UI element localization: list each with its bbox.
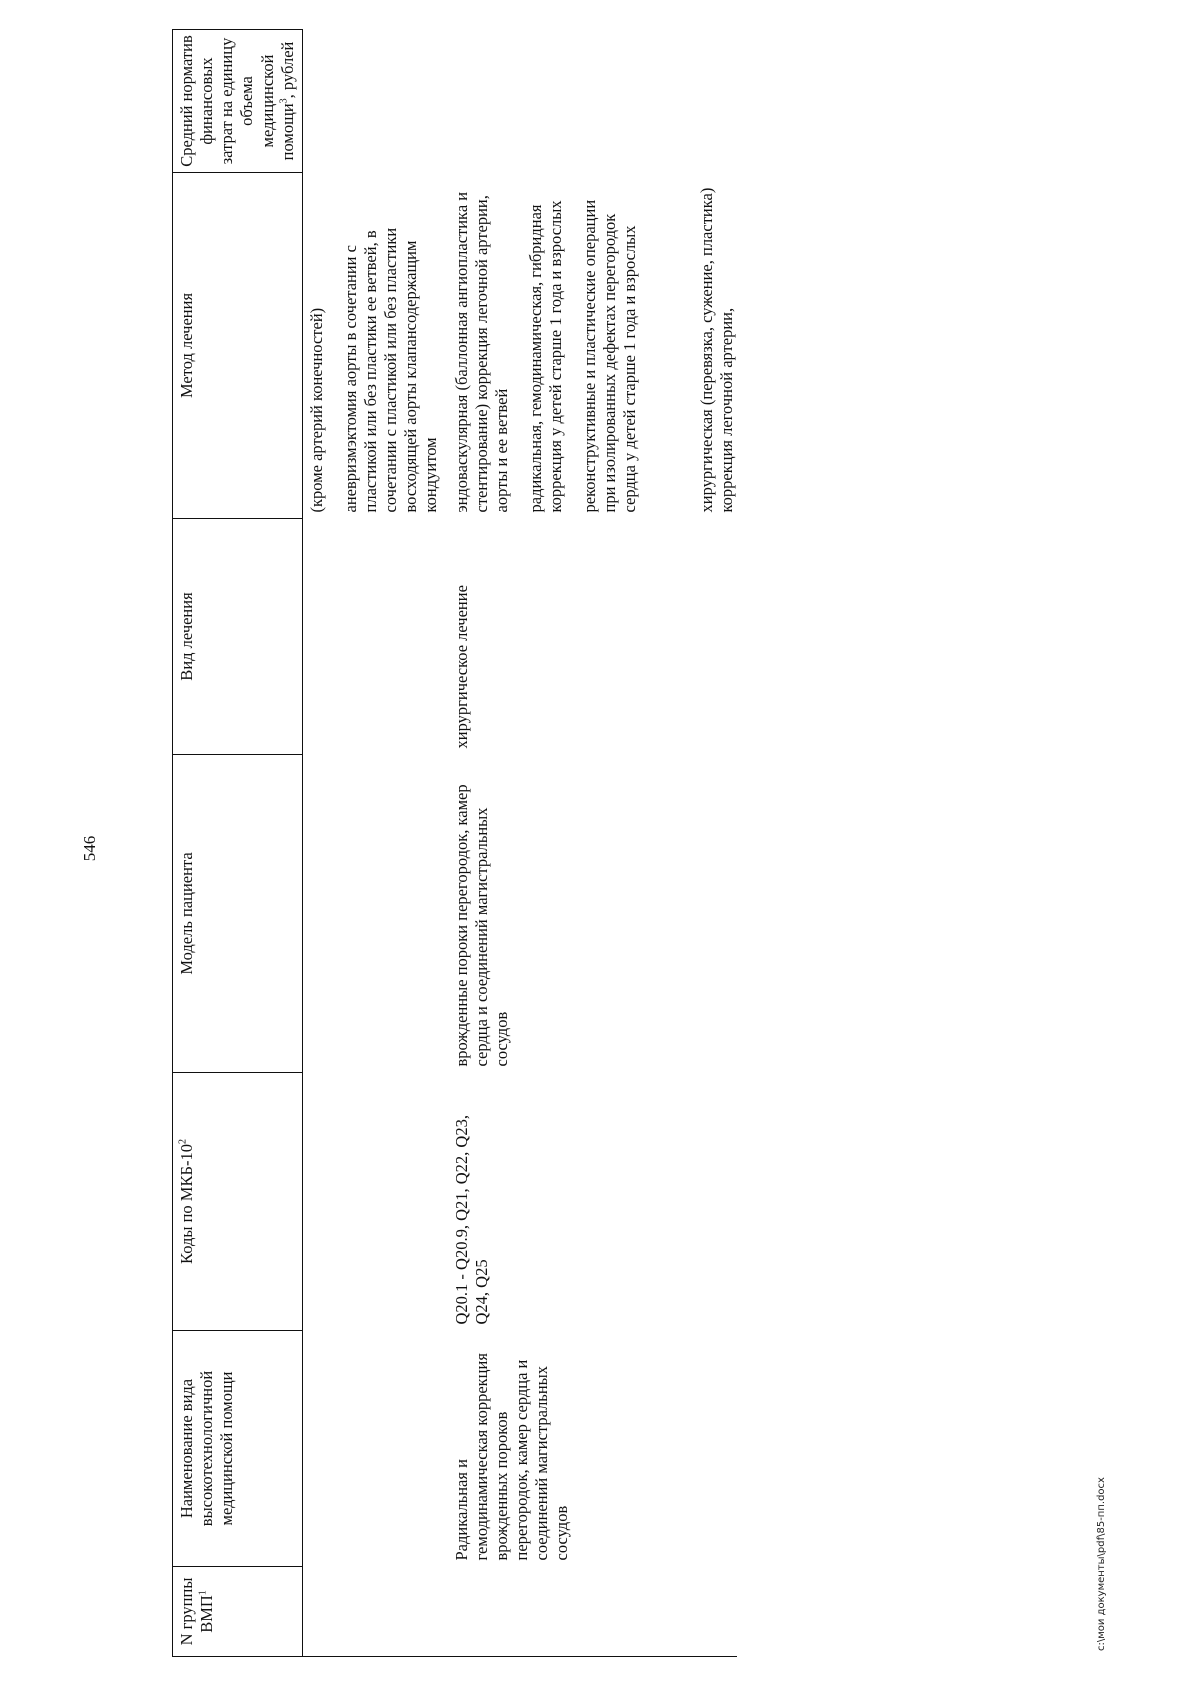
cell-group-no (442, 1567, 737, 1657)
cell-cost (442, 30, 737, 173)
continuation-row (302, 30, 441, 1657)
header-name: Наименование вида высокотехнологичной медицинской помощи (173, 1331, 303, 1567)
table-header-row (173, 30, 303, 1657)
table-row (442, 30, 737, 1657)
continuation-method-cell (302, 173, 441, 519)
continuation-method: (кроме артерий конечностей) (306, 307, 326, 513)
cell-model: врожденные пороки перегородок, камер сердца и соединений магистральных сосудов (451, 784, 511, 1067)
header-model: Модель пациента (173, 755, 303, 1073)
method-item: хирургическая (перевязка, сужение, пластика) коррекция легочной артерии, (696, 187, 736, 513)
header-cost: Средний норматив финансовых затрат на единицу объема медицинской помощи$^3$, рублей (173, 30, 303, 173)
vmp-table (172, 29, 737, 1657)
method-item: эндоваскулярная (баллонная ангиопластика и стентирование) коррекция легочной артерии, аорты и ее ветвей (451, 191, 511, 513)
method-item: радикальная, гемодинамическая, гибридная коррекция у детей старше 1 года и взрослых (525, 200, 565, 513)
continuation-method-2: аневризмэктомия аорты в сочетании с пластикой или без пластики ее ветвей, в сочетании с пластикой или без пластики восходящей аорты клапансодержащим кондуитом (340, 227, 441, 513)
header-codes: Коды по МКБ-$10^2$ (173, 1073, 303, 1331)
cell-methods (442, 173, 737, 519)
header-group-no: N группы ВМП$^1$ (173, 1567, 303, 1657)
header-method: Метод лечения (173, 173, 303, 519)
page-number: 546 (80, 835, 99, 862)
cell-treatment: хирургическое лечение (451, 585, 471, 749)
cell-name: Радикальная и гемодинамическая коррекция врожденных пороков перегородок, камер сердца и соединений магистральных сосудов (451, 1353, 572, 1561)
header-treatment: Вид лечения (173, 519, 303, 755)
cell-codes: Q20.1 - Q20.9, Q21, Q22, Q23, Q24, Q25 (451, 1115, 491, 1325)
footer-file-path: c:\мои документы\pdf\85-пп.docx (1096, 1477, 1107, 1651)
method-item: реконструктивные и пластические операции при изолированных дефектах перегородок сердца у детей старше 1 года и взрослых (580, 199, 640, 513)
